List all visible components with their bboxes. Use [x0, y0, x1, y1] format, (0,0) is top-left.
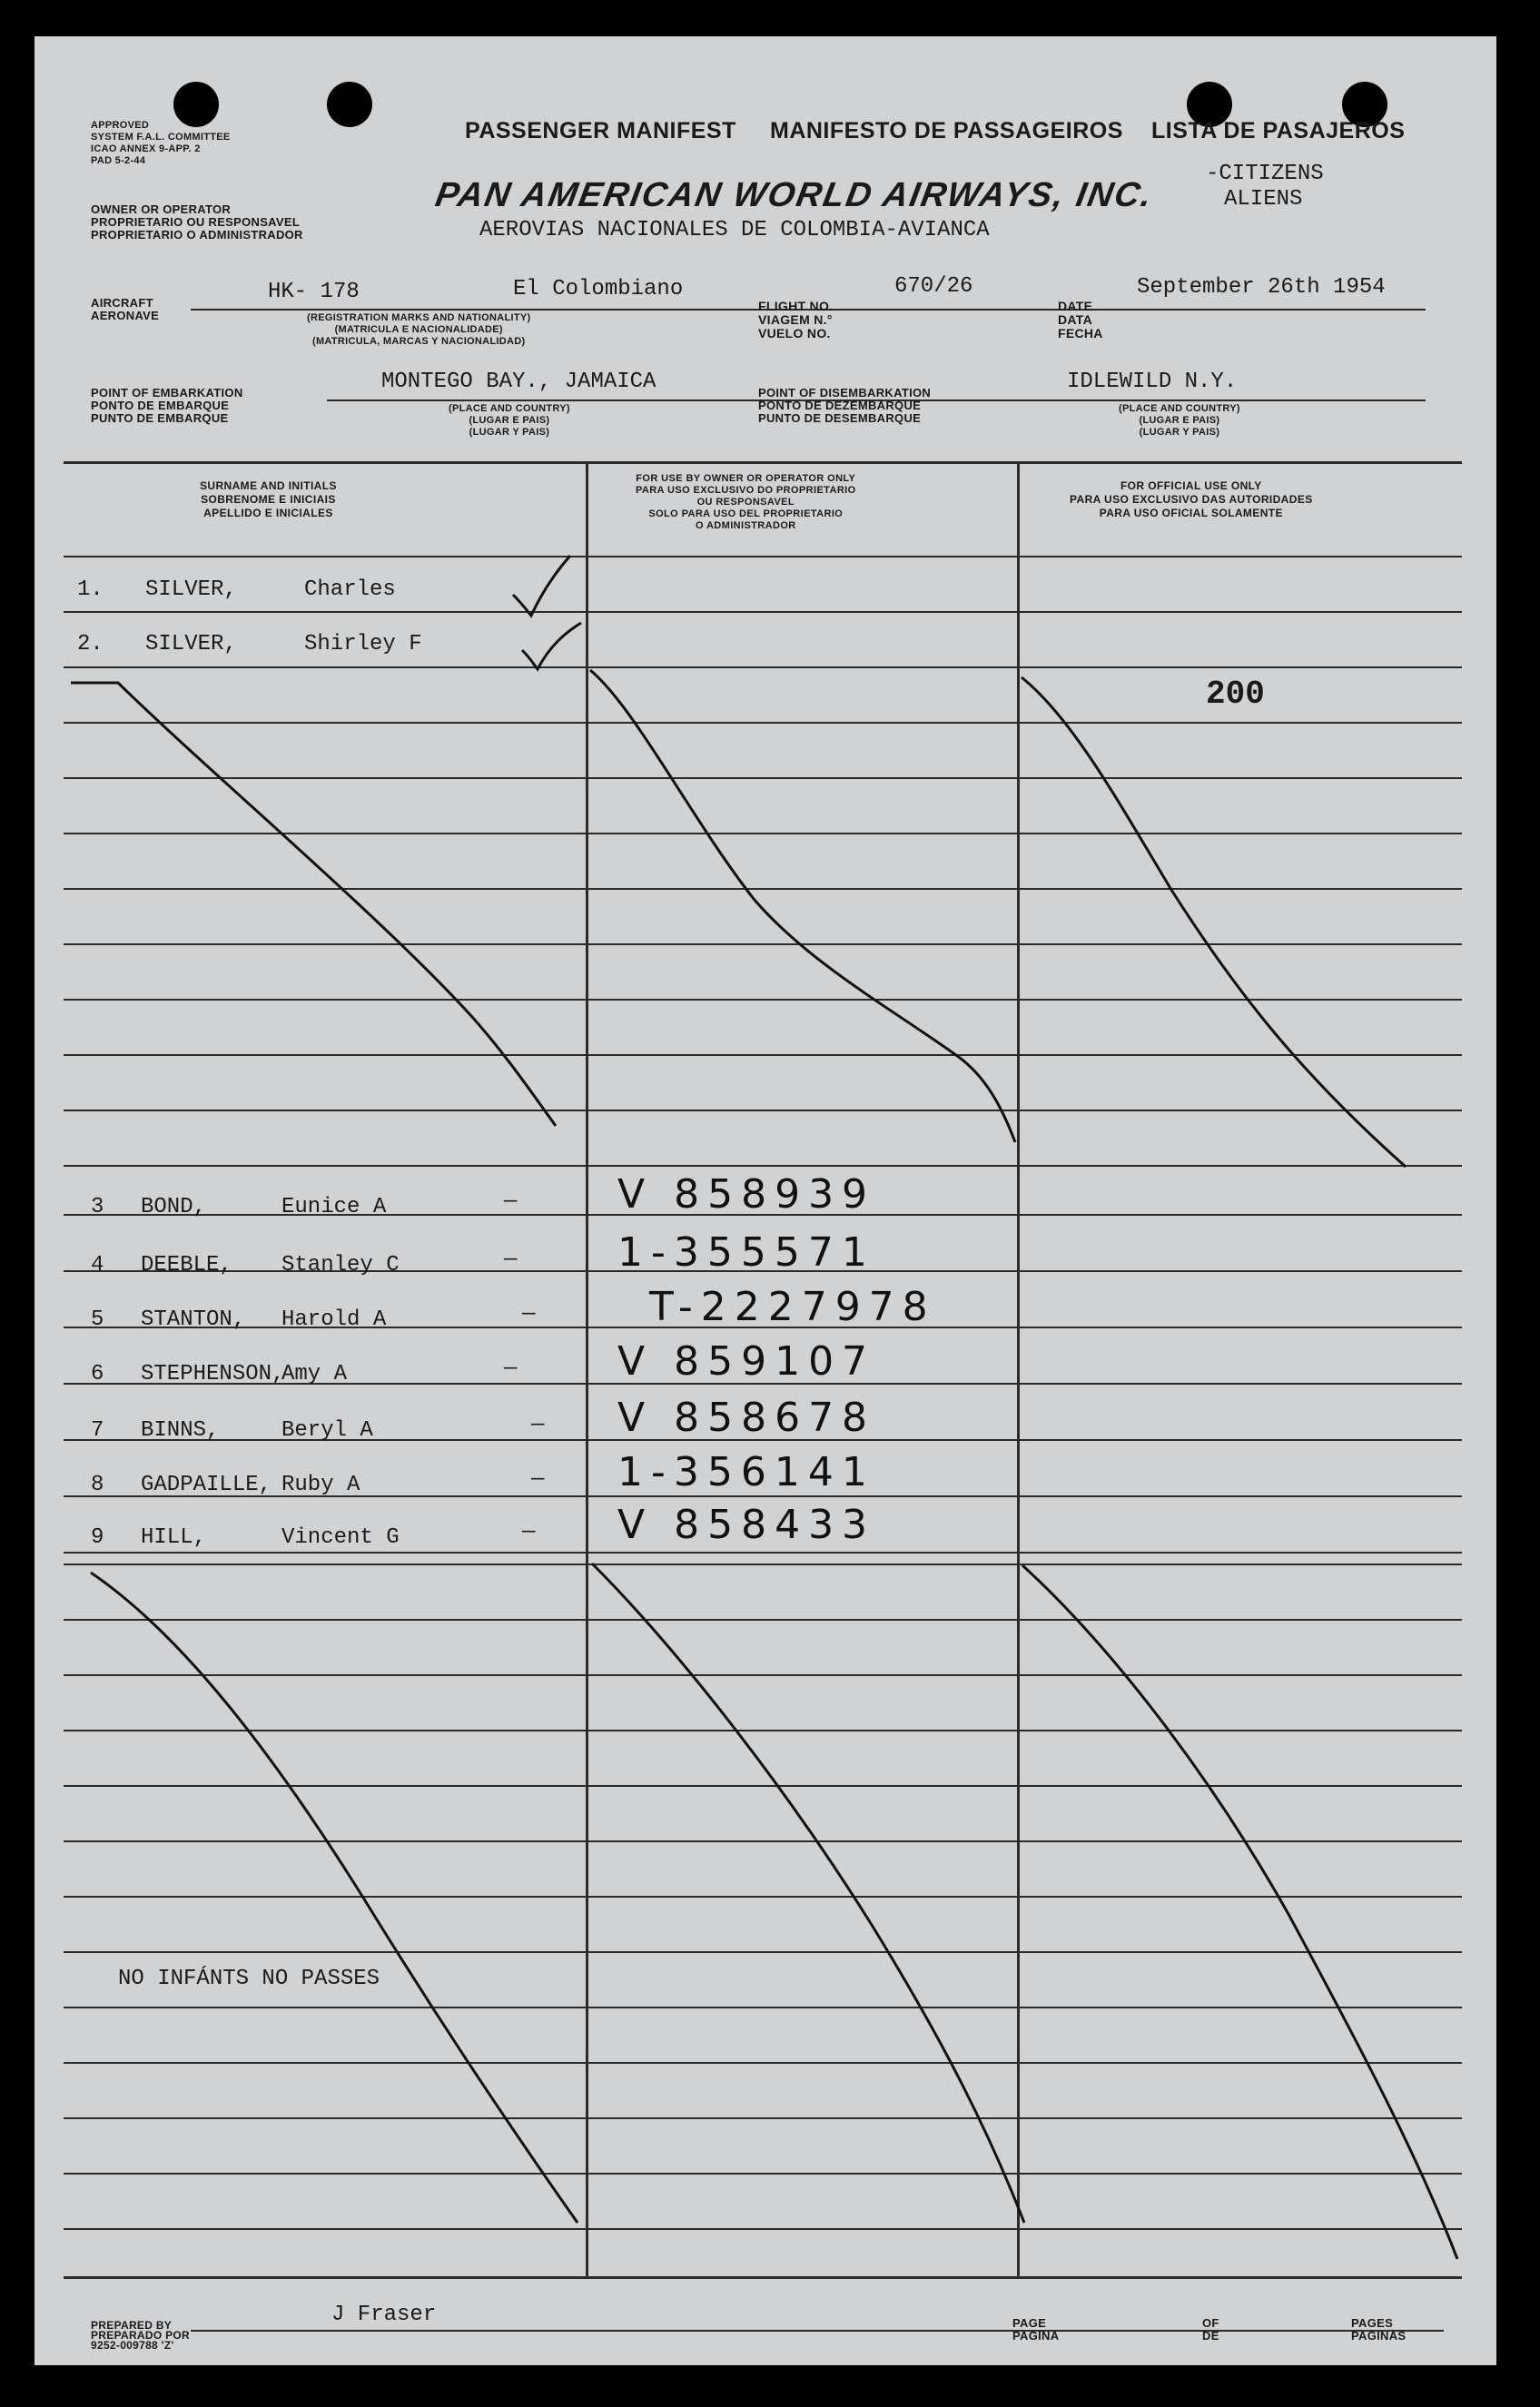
ruled-line — [64, 1674, 1462, 1676]
embarkation-point: MONTEGO BAY., JAMAICA — [381, 370, 656, 394]
ruled-line — [64, 1840, 1462, 1842]
ruled-line — [64, 2228, 1462, 2230]
aircraft-name: El Colombiano — [513, 277, 684, 301]
approval-block: APPROVED SYSTEM F.A.L. COMMITTEE ICAO ANNEX 9-APP. 2 PAD 5-2-44 — [91, 120, 231, 166]
row-number: 4 — [91, 1253, 104, 1277]
given-name: Ruby A — [281, 1473, 360, 1497]
ruled-line — [64, 2007, 1462, 2008]
dash-mark: — — [522, 1520, 536, 1544]
title-lista: LISTA DE PASAJEROS — [1151, 118, 1406, 143]
ruled-line — [64, 888, 1462, 890]
airline-name: PAN AMERICAN WORLD AIRWAYS, INC. — [432, 176, 1157, 214]
ruled-line — [64, 611, 1462, 613]
dash-mark: — — [504, 1356, 518, 1381]
row-number: 2. — [77, 632, 104, 656]
surname: DEEBLE, — [141, 1253, 232, 1277]
dash-mark: — — [504, 1248, 518, 1272]
airline-subtitle: AEROVIAS NACIONALES DE COLOMBIA-AVIANCA — [479, 218, 990, 242]
registration-caption: (REGISTRATION MARKS AND NATIONALITY) (MATRICULA E NACIONALIDADE) (MATRICULA, MARCAS Y NACIONALIDAD) — [307, 312, 531, 347]
document-number-7: V 858678 — [617, 1395, 876, 1441]
stamp-number: 200 — [1206, 676, 1265, 713]
passenger-row-2 — [77, 632, 422, 656]
ruled-line — [64, 2173, 1462, 2175]
prepared-by: J Fraser — [331, 2303, 437, 2327]
ruled-line — [64, 556, 1462, 557]
document-number-3: V 858939 — [617, 1171, 876, 1218]
document-number-9: V 858433 — [617, 1502, 876, 1548]
flight-number: 670/26 — [894, 274, 973, 299]
surname: BOND, — [141, 1195, 207, 1219]
prepared-by-label: PREPARED BY PREPARADO POR 9252-009788 'Z' — [91, 2319, 191, 2352]
citizens-label: -CITIZENS — [1206, 162, 1324, 186]
flight-label: FLIGHT NO. VIAGEM N.° VUELO NO. — [758, 299, 834, 340]
ruled-line — [64, 777, 1462, 779]
passenger-row-8 — [91, 1467, 545, 1497]
passenger-row-4 — [91, 1248, 518, 1277]
row-number: 6 — [91, 1362, 104, 1386]
ruled-line — [64, 1619, 1462, 1621]
ruled-line — [64, 833, 1462, 834]
pages-label: PAGES PAGINAS — [1351, 2316, 1407, 2343]
row-number: 3 — [91, 1195, 104, 1219]
aircraft-label: AIRCRAFT AERONAVE — [91, 296, 160, 322]
surname: STEPHENSON, — [141, 1362, 285, 1386]
passenger-row-3 — [91, 1189, 518, 1219]
given-name: Eunice A — [281, 1195, 387, 1219]
ruled-line — [64, 1165, 1462, 1167]
passenger-row-7 — [91, 1413, 545, 1443]
dash-mark: — — [531, 1467, 545, 1492]
disembark-place-caption: (PLACE AND COUNTRY) (LUGAR E PAIS) (LUGAR Y PAIS) — [1119, 403, 1240, 438]
surname: BINNS, — [141, 1418, 220, 1443]
col-header-names: SURNAME AND INITIALS SOBRENOME E INICIAIS APELLIDO E INICIALES — [200, 479, 337, 519]
ruled-line — [64, 1785, 1462, 1787]
row-number: 7 — [91, 1418, 104, 1443]
given-name: Vincent G — [281, 1525, 400, 1550]
passenger-row-9 — [91, 1520, 536, 1550]
given-name: Shirley F — [304, 632, 422, 656]
date-label: DATE DATA FECHA — [1058, 299, 1103, 340]
ruled-line — [64, 1951, 1462, 1953]
surname: HILL, — [141, 1525, 207, 1550]
of-label: OF DE — [1202, 2316, 1219, 2343]
row-number: 1. — [77, 577, 104, 602]
ruled-line — [64, 722, 1462, 724]
surname: SILVER, — [145, 632, 237, 656]
passenger-row-5 — [91, 1302, 536, 1332]
col-header-official: FOR OFFICIAL USE ONLY PARA USO EXCLUSIVO DAS AUTORIDADES PARA USO OFICIAL SOLAMENTE — [1070, 479, 1313, 519]
given-name: Amy A — [281, 1362, 348, 1386]
col-header-operator: FOR USE BY OWNER OR OPERATOR ONLY PARA USO EXCLUSIVO DO PROPRIETARIO OU RESPONSAVEL SOLO PARA USO DEL PROPRIETARIO O ADMINISTRADOR — [636, 473, 856, 531]
ruled-line — [64, 1495, 1462, 1497]
page-label: PAGE PAGINA — [1012, 2316, 1060, 2343]
ruled-line — [64, 1552, 1462, 1554]
given-name: Stanley C — [281, 1253, 400, 1277]
passenger-row-1 — [77, 577, 396, 602]
disembarkation-label: POINT OF DISEMBARKATION PONTO DE DEZEMBARQUE PUNTO DE DESEMBARQUE — [758, 386, 932, 425]
document-number-8: 1-356141 — [617, 1449, 875, 1495]
dash-mark: — — [531, 1413, 545, 1437]
aircraft-registration: HK- 178 — [268, 280, 360, 304]
ruled-line — [64, 999, 1462, 1001]
punch-hole-left-2 — [327, 82, 372, 127]
owner-label: OWNER OR OPERATOR PROPRIETARIO OU RESPONSAVEL PROPRIETARIO O ADMINISTRADOR — [91, 202, 303, 242]
given-name: Beryl A — [281, 1418, 373, 1443]
ruled-line — [64, 1896, 1462, 1898]
ruled-line — [64, 2062, 1462, 2064]
dash-mark: — — [522, 1302, 536, 1327]
surname: GADPAILLE, — [141, 1473, 272, 1497]
ruled-line — [64, 1730, 1462, 1731]
surname: SILVER, — [145, 577, 237, 602]
passenger-row-6 — [91, 1356, 518, 1386]
ruled-line — [64, 1110, 1462, 1111]
title-passenger-manifest: PASSENGER MANIFEST — [465, 118, 736, 143]
embarkation-label: POINT OF EMBARKATION PONTO DE EMBARQUE PUNTO DE EMBARQUE — [91, 386, 243, 425]
document-number-6: V 859107 — [617, 1338, 876, 1385]
surname: STANTON, — [141, 1307, 246, 1332]
embark-place-caption: (PLACE AND COUNTRY) (LUGAR E PAIS) (LUGAR Y PAIS) — [449, 403, 570, 438]
table-bottom-rule — [64, 2276, 1462, 2279]
ruled-line — [64, 1054, 1462, 1056]
document-number-5: T-2227978 — [649, 1284, 936, 1330]
dash-mark: — — [504, 1189, 518, 1214]
table-top-rule — [64, 461, 1462, 464]
title-manifesto: MANIFESTO DE PASSAGEIROS — [770, 118, 1123, 143]
note-no-infants: NO INFÁNTS NO PASSES — [118, 1967, 380, 1991]
prepared-rule — [191, 2330, 1444, 2332]
row-number: 9 — [91, 1525, 104, 1550]
document-number-4: 1-355571 — [617, 1229, 875, 1276]
given-name: Harold A — [281, 1307, 387, 1332]
ruled-line — [64, 2117, 1462, 2119]
ruled-line — [64, 943, 1462, 945]
row-number: 5 — [91, 1307, 104, 1332]
given-name: Charles — [304, 577, 396, 602]
flight-date: September 26th 1954 — [1137, 275, 1386, 300]
disembarkation-point: IDLEWILD N.Y. — [1067, 370, 1238, 394]
ruled-line — [64, 1564, 1462, 1565]
aliens-label: ALIENS — [1224, 187, 1303, 212]
row-number: 8 — [91, 1473, 104, 1497]
ruled-line — [64, 666, 1462, 668]
